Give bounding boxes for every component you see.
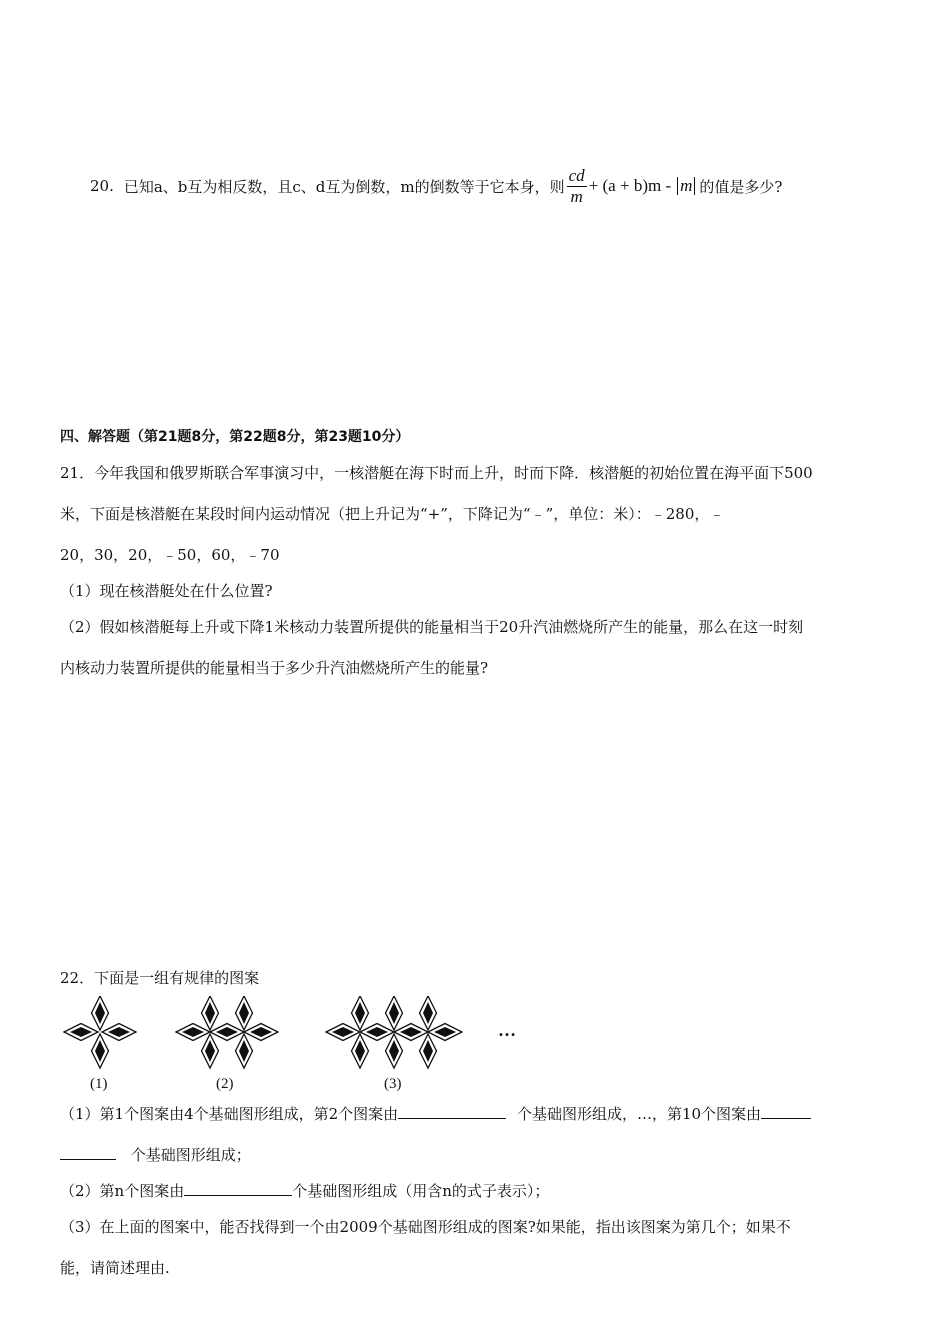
absolute-value: m	[677, 177, 695, 195]
pattern-label-3: (3)	[384, 1076, 402, 1092]
q21-part-2: （2）假如核潜艇每上升或下降1米核动力装置所提供的能量相当于20升汽油燃烧所产生的能量，那么在这一时刻	[60, 618, 804, 636]
ellipsis: …	[498, 1020, 516, 1040]
answer-blank[interactable]	[761, 1104, 811, 1119]
q21-line: 米，下面是核潜艇在某段时间内运动情况（把上升记为“+”，下降记为“﹣”，单位：米）：﹣280，﹣	[60, 505, 725, 523]
answer-blank[interactable]	[184, 1181, 292, 1196]
q21-part-1: （1）现在核潜艇处在什么位置?	[60, 582, 273, 600]
pattern-3	[326, 996, 462, 1068]
expression: + (a + b)m -	[588, 176, 672, 195]
fraction-numerator: cd	[568, 165, 585, 185]
q21-line: 21．今年我国和俄罗斯联合军事演习中，一核潜艇在海下时而上升，时而下降．核潜艇的初始位置在海平面下500	[60, 464, 813, 482]
q22-intro: 22．下面是一组有规律的图案	[60, 969, 260, 987]
pattern-label-2: (2)	[216, 1076, 234, 1092]
section-heading: 四、解答题（第21题8分，第22题8分，第23题10分）	[60, 429, 410, 445]
answer-blank[interactable]	[60, 1145, 116, 1160]
q22-part-3-cont: 能，请简述理由.	[60, 1259, 170, 1277]
q21-line: 20，30，20，﹣50，60，﹣70	[60, 546, 280, 564]
q22-part-1-cont: 个基础图形组成；	[60, 1144, 251, 1165]
question-text: 已知a、b互为相反数，且c、d互为倒数，m的倒数等于它本身，则	[123, 177, 565, 196]
pattern-figure	[60, 996, 540, 1096]
answer-blank[interactable]	[398, 1104, 506, 1119]
pattern-1	[64, 996, 136, 1068]
q22-part-3: （3）在上面的图案中，能否找得到一个由2009个基础图形组成的图案?如果能，指出该图案为第几个；如果不	[60, 1218, 791, 1236]
question-20	[90, 164, 782, 208]
pattern-2	[176, 996, 278, 1068]
pattern-svg	[60, 996, 540, 1096]
q22-part-2: （2）第n个图案由 个基础图形组成（用含n的式子表示）；	[60, 1182, 550, 1200]
question-number: 20.	[90, 177, 114, 195]
pattern-label-1: (1)	[90, 1076, 108, 1092]
q21-part-2-cont: 内核动力装置所提供的能量相当于多少升汽油燃烧所产生的能量?	[60, 659, 489, 677]
question-text-tail: 的值是多少?	[699, 177, 783, 196]
fraction	[567, 166, 587, 207]
q22-part-1: （1）第1个图案由4个基础图形组成，第2个图案由 个基础图形组成，…，第10个图案由	[60, 1103, 811, 1124]
fraction-denominator: m	[570, 186, 583, 206]
